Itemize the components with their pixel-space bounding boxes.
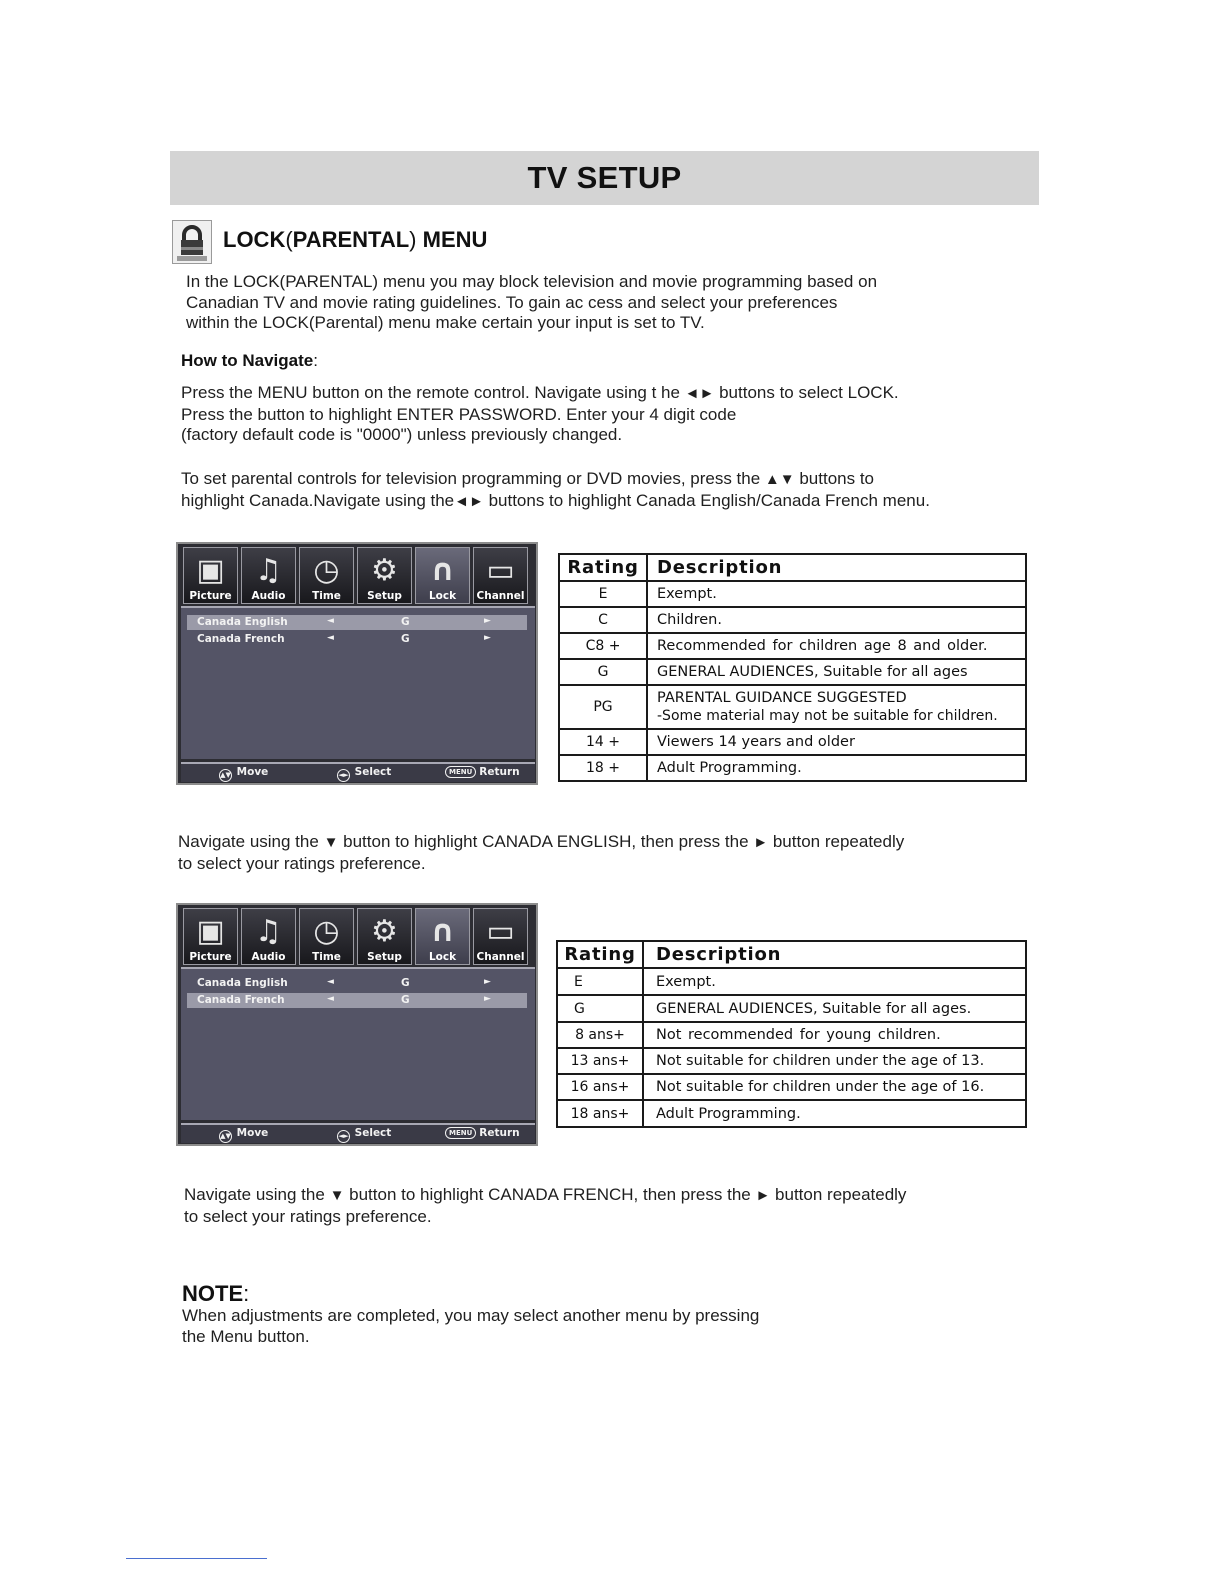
- tab-audio[interactable]: ♫ Audio: [241, 547, 296, 604]
- tab-channel[interactable]: ▭ Channel: [473, 908, 528, 965]
- rating-value: G: [401, 616, 410, 628]
- menu-key-icon: MENU: [445, 1127, 476, 1139]
- rating-value: G: [401, 633, 410, 645]
- arrow-right-icon[interactable]: ►: [484, 977, 491, 987]
- footer-divider: [126, 1558, 267, 1559]
- tab-setup[interactable]: ⚙ Setup: [357, 547, 412, 604]
- select-keys-icon: ◄►: [337, 769, 350, 782]
- gear-icon: ⚙: [371, 914, 398, 949]
- right-arrow-icon: ►: [753, 834, 769, 851]
- clock-icon: ◷: [313, 553, 340, 588]
- section-title: LOCK(PARENTAL) MENU: [223, 227, 488, 252]
- table-row: C Children.: [559, 607, 1026, 633]
- rating-table-french: [556, 940, 1027, 1128]
- arrow-right-icon[interactable]: ►: [484, 616, 491, 626]
- note-heading: NOTE:: [182, 1281, 250, 1306]
- tab-lock[interactable]: ∩ Lock: [415, 908, 470, 965]
- menu-panel: [181, 606, 535, 759]
- tv-menu-screenshot-french: [176, 903, 538, 1146]
- note-text: When adjustments are completed, you may select another menu by pressing the Menu button.: [182, 1306, 760, 1346]
- menu-panel: [181, 967, 535, 1120]
- down-arrow-icon: ▼: [323, 834, 339, 851]
- menu-row-canada-french[interactable]: Canada French ◄ G ►: [187, 993, 527, 1008]
- tab-picture[interactable]: ▣ Picture: [183, 547, 238, 604]
- arrow-right-icon[interactable]: ►: [484, 994, 491, 1004]
- arrow-left-icon[interactable]: ◄: [327, 616, 334, 626]
- intro-line: Canadian TV and movie rating guidelines. To gain ac cess and select your preferences: [186, 292, 838, 312]
- rating-table-english: [558, 553, 1027, 782]
- gear-icon: ⚙: [371, 553, 398, 588]
- menu-footer: ▲▼ Move ◄► Select MENU Return: [181, 1123, 535, 1143]
- tab-picture[interactable]: ▣ Picture: [183, 908, 238, 965]
- instruction-french: Navigate using the ▼ button to highlight CANADA FRENCH, then press the ► button repeatedly to select your ratings preference.: [184, 1185, 907, 1226]
- clock-icon: ◷: [313, 914, 340, 949]
- tab-time[interactable]: ◷ Time: [299, 908, 354, 965]
- table-row: 13 ans+ Not suitable for children under the age of 13.: [557, 1048, 1026, 1074]
- menu-footer: ▲▼ Move ◄► Select MENU Return: [181, 762, 535, 782]
- left-right-arrows-icon: ◄►: [454, 492, 484, 510]
- tab-channel[interactable]: ▭ Channel: [473, 547, 528, 604]
- table-row: G GENERAL AUDIENCES, Suitable for all ages: [559, 659, 1026, 685]
- move-keys-icon: ▲▼: [219, 1130, 232, 1143]
- menu-row-canada-french[interactable]: Canada French ◄ G ►: [197, 633, 491, 645]
- camera-icon: ▣: [196, 914, 225, 949]
- move-keys-icon: ▲▼: [219, 769, 232, 782]
- tab-setup[interactable]: ⚙ Setup: [357, 908, 412, 965]
- parental-line-2: highlight Canada.Navigate using the◄► buttons to highlight Canada English/Canada French menu.: [181, 490, 930, 510]
- select-keys-icon: ◄►: [337, 1130, 350, 1143]
- intro-line: In the LOCK(PARENTAL) menu you may block television and movie programming based on: [186, 272, 878, 291]
- arrow-left-icon[interactable]: ◄: [327, 633, 334, 643]
- table-row: E Exempt.: [557, 968, 1026, 995]
- monitor-icon: ▭: [486, 914, 515, 949]
- tab-time[interactable]: ◷ Time: [299, 547, 354, 604]
- menu-tab-row: [183, 908, 533, 966]
- arrow-left-icon[interactable]: ◄: [327, 994, 334, 1004]
- down-arrow-icon: ▼: [329, 1187, 345, 1204]
- table-row: G GENERAL AUDIENCES, Suitable for all ages.: [557, 995, 1026, 1022]
- up-down-arrows-icon: ▲▼: [764, 471, 795, 488]
- table-row: E Exempt.: [559, 581, 1026, 607]
- table-row: 18 ans+ Adult Programming.: [557, 1100, 1026, 1127]
- rating-value: G: [401, 977, 410, 989]
- page-title: TV SETUP: [527, 160, 682, 195]
- table-header-row: Rating Description: [557, 941, 1026, 968]
- parental-paragraph: [181, 469, 930, 512]
- table-row: 8 ans+ Not recommended for young children.: [557, 1022, 1026, 1048]
- lock-icon: [172, 220, 212, 264]
- table-row: 18 + Adult Programming.: [559, 755, 1026, 781]
- navigate-paragraph: [181, 383, 899, 446]
- lock-icon: ∩: [430, 914, 455, 949]
- table-header-row: Rating Description: [559, 554, 1026, 581]
- navigate-line-1: Press the MENU button on the remote control. Navigate using t he ◄► buttons to select LOCK.: [181, 383, 899, 402]
- tab-audio[interactable]: ♫ Audio: [241, 908, 296, 965]
- arrow-left-icon[interactable]: ◄: [327, 977, 334, 987]
- intro-paragraph: [186, 272, 877, 334]
- navigate-line-2: Press the button to highlight ENTER PASSWORD. Enter your 4 digit code: [181, 404, 737, 424]
- page-header-bar: [170, 151, 1039, 205]
- camera-icon: ▣: [196, 553, 225, 588]
- table-row: 14 + Viewers 14 years and older: [559, 729, 1026, 755]
- navigate-line-3: (factory default code is "0000") unless previously changed.: [181, 425, 623, 444]
- right-arrow-icon: ►: [755, 1187, 771, 1204]
- audio-icon: ♫: [255, 553, 282, 588]
- arrow-right-icon[interactable]: ►: [484, 633, 491, 643]
- instruction-english: Navigate using the ▼ button to highlight CANADA ENGLISH, then press the ► button repeatedly to select your ratings preference.: [178, 832, 905, 873]
- table-row: PG PARENTAL GUIDANCE SUGGESTED -Some material may not be suitable for children.: [559, 685, 1026, 729]
- table-row: C8 + Recommended for children age 8 and older.: [559, 633, 1026, 659]
- intro-line: within the LOCK(Parental) menu make certain your input is set to TV.: [186, 313, 705, 332]
- menu-key-icon: MENU: [445, 766, 476, 778]
- lock-icon: ∩: [430, 553, 455, 588]
- menu-tab-row: [183, 547, 533, 605]
- monitor-icon: ▭: [486, 553, 515, 588]
- audio-icon: ♫: [255, 914, 282, 949]
- rating-value: G: [401, 994, 410, 1006]
- left-right-arrows-icon: ◄►: [684, 385, 715, 402]
- tab-lock[interactable]: ∩ Lock: [415, 547, 470, 604]
- tv-menu-screenshot-english: [176, 542, 538, 785]
- menu-row-canada-english[interactable]: Canada English ◄ G ►: [187, 615, 527, 630]
- how-to-navigate-heading: How to Navigate:: [181, 351, 318, 370]
- table-row: 16 ans+ Not suitable for children under the age of 16.: [557, 1074, 1026, 1100]
- menu-row-canada-english[interactable]: Canada English ◄ G ►: [197, 977, 491, 989]
- parental-line-1: To set parental controls for television programming or DVD movies, press the ▲▼ buttons to: [181, 469, 875, 488]
